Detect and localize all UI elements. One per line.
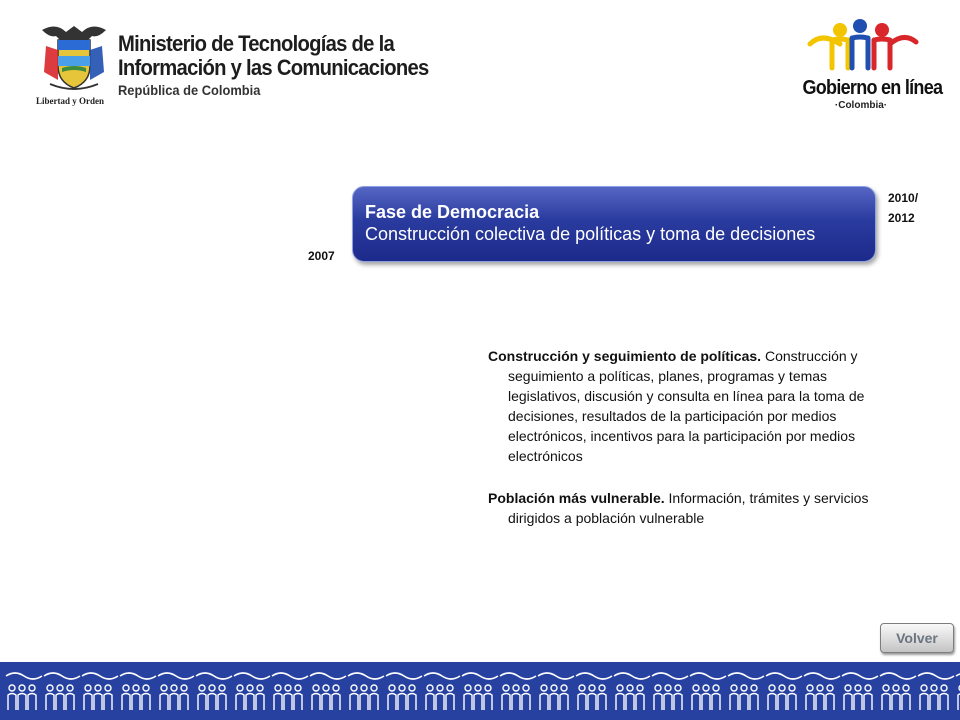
timeline-end-year-line2: 2012 — [888, 211, 915, 225]
people-logo-icon — [796, 18, 926, 78]
phase-description — [488, 346, 894, 550]
phase-subtitle: Construcción colectiva de políticas y toma de decisiones — [365, 224, 816, 244]
back-button[interactable]: Volver — [880, 623, 954, 653]
ministry-country: República de Colombia — [118, 82, 261, 98]
ministry-logo — [36, 18, 429, 118]
timeline-end-year-line1: 2010/ — [888, 191, 919, 205]
coat-of-arms-icon — [36, 20, 112, 92]
timeline-start-year: 2007 — [308, 249, 335, 263]
description-item — [488, 346, 894, 466]
people-pattern-icon — [0, 662, 960, 720]
description-item-text: Información, trámites y servicios dirigidos a población vulnerable — [508, 490, 869, 526]
ministry-name — [118, 32, 456, 98]
description-item — [488, 488, 894, 528]
gobierno-title: Gobierno en línea — [802, 77, 943, 99]
description-item-heading: Construcción y seguimiento de políticas. — [488, 348, 762, 364]
timeline-end-year — [888, 188, 938, 228]
description-item-heading: Población más vulnerable. — [488, 490, 665, 506]
crest-caption: Libertad y Orden — [36, 96, 105, 106]
footer-band — [0, 662, 960, 720]
gobierno-subtitle: ·Colombia· — [834, 100, 888, 111]
phase-banner — [352, 186, 876, 262]
ministry-name-line1: Ministerio de Tecnologías de la — [118, 31, 394, 56]
gobierno-en-linea-logo — [796, 18, 943, 118]
description-item-text: Construcción y seguimiento a políticas, planes, programas y temas legislativos, discusión y consulta en línea para la toma de decisiones, resultados de la participación por medios electrónicos, incentivos para la participación por medios electrónicos — [508, 348, 865, 464]
ministry-name-line2: Información y las Comunicaciones — [118, 55, 429, 80]
phase-title: Fase de Democracia — [365, 202, 540, 222]
